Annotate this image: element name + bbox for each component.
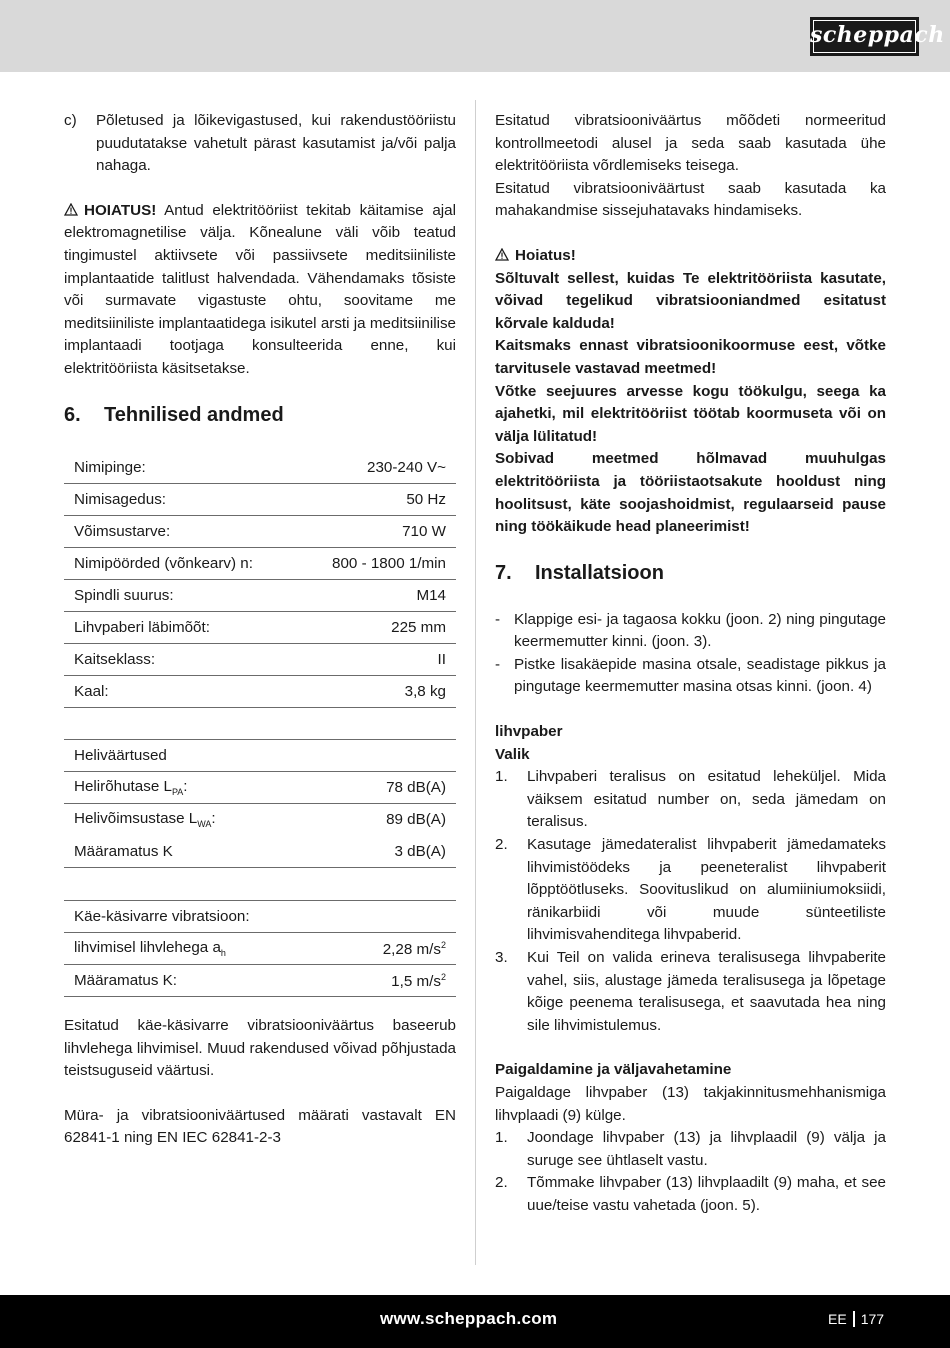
- vibration-heading: Käe-käsivarre vibratsioon:: [64, 901, 456, 933]
- selection-heading: Valik: [495, 745, 530, 763]
- table-row: [64, 548, 456, 580]
- table-row: [64, 644, 456, 676]
- scheppach-logo: scheppach: [810, 17, 919, 56]
- separator: [853, 1311, 855, 1327]
- right-column: [495, 110, 886, 1218]
- section-number: 6.: [64, 403, 81, 426]
- table-row: [64, 484, 456, 516]
- website-link[interactable]: www.scheppach.com: [380, 1309, 558, 1328]
- sound-pressure-value: 78 dB(A): [326, 772, 456, 804]
- warning-text: Sobivad meetmed hõlmavad muuhulgas elektritööriista ja tööriistaotsakute hooldust ning hoolitsust, käte soojashoidmist, regulaarseid pause ning töökäikude head planeerimist!: [495, 450, 886, 536]
- spec-value: M14: [298, 580, 456, 612]
- item-marker: c): [64, 112, 77, 129]
- table-row: [64, 612, 456, 644]
- table-row: [64, 452, 456, 484]
- spec-value: 225 mm: [298, 612, 456, 644]
- table-row: [64, 772, 456, 804]
- uncertainty-value: 3 dB(A): [326, 836, 456, 868]
- mounting-intro: Paigaldage lihvpaber (13) takjakinnitusmehhanismiga lihvplaadi (9) külge.: [495, 1083, 886, 1124]
- warning-label: HOIATUS!: [84, 201, 157, 219]
- sound-pressure-label: Helirõhutase $L_{PA}$:: [64, 772, 326, 804]
- vibration-measurement-note: Esitatud vibratsiooniväärtus mõõdeti normeeritud kontrollmeetodi alusel ja seda saab kasutada ühe elektritööriista võrdlemiseks teisega.: [495, 112, 886, 175]
- uncertainty-label: Määramatus K: [64, 836, 326, 868]
- sandpaper-selection-list: [495, 766, 886, 1037]
- list-item: 1. Joondage lihvpaber (13) ja lihvplaadil (9) välja ja suruge see ühtlaselt vastu.: [495, 1129, 886, 1169]
- spec-label: Kaitseklass:: [64, 644, 298, 676]
- section-6-heading: [64, 403, 456, 427]
- list-item: - Pistke lisakäepide masina otsale, seadistage pikkus ja pingutage keermemutter masina otsas kinni. (joon. 4): [495, 655, 886, 696]
- vibration-sanding-label: lihvimisel lihvlehega $a_h$: [74, 939, 226, 959]
- installation-list: [495, 609, 886, 699]
- emf-warning: [64, 200, 456, 381]
- warning-text: Võtke seejuures arvesse kogu töökulgu, seega ka ajahetki, mil elektritööriist töötab koormuseta või on välja lülitatud!: [495, 382, 886, 445]
- table-row: [64, 580, 456, 612]
- warning-heading: Hoiatus!: [495, 245, 886, 268]
- list-item: - Klappige esi- ja tagaosa kokku (joon. 2) ning pingutage keermemutter kinni. (joon. 3).: [495, 610, 886, 651]
- item-text: Põletused ja lõikevigastused, kui rakendustööriistu puudutatakse vahetult pärast kasutamist ja/või palja nahaga.: [96, 112, 456, 175]
- warning-text: Antud elektritööriist tekitab käitamise ajal elektromagnetilise välja. Kõnealune väli võib teatud tingimustel aktiivsete või passiivsete meditsiiniliste implantaatide talitlust halvendada. Vähendamaks tõsiste või surmavate vigastuste ohtu, soovitame me meditsiiniliste implantaatidega isikutel arsti ja meditsiinilise implantaadi tootjaga konsulteerida enne, kui elektritööriista käsitsetakse.: [64, 201, 456, 377]
- list-item: 3. Kui Teil on valida erineva teralisusega lihvpaberite vahel, siis, alustage jämeda teralisusega ja lõpetage kõige peenema teralisusega, et saavutada hea ning sile lihvimistulemus.: [495, 949, 886, 1034]
- spec-value: 3,8 kg: [298, 676, 456, 708]
- technical-data-table: [64, 452, 456, 709]
- spec-value: II: [298, 644, 456, 676]
- vibration-warning: [495, 245, 886, 539]
- column-divider: [475, 100, 476, 1265]
- spec-label: Nimipöörded (võnkearv) n:: [64, 548, 298, 580]
- section-number: 7.: [495, 561, 512, 584]
- table-row: [64, 933, 456, 965]
- page-number: 177: [860, 1311, 885, 1327]
- hazard-item-c: [64, 110, 456, 178]
- standards-note: Müra- ja vibratsiooniväärtused määrati vastavalt EN 62841-1 ning EN IEC 62841-2-3: [64, 1106, 456, 1147]
- vibration-uncertainty-label: Määramatus K:: [64, 965, 328, 997]
- section-title: Tehnilised andmed: [104, 403, 284, 426]
- list-item: 2. Kasutage jämedateralist lihvpaberit jämedamateks lihvimistöödeks ja peeneteralist lihvpaberit lõpptöötluseks. Soovituslikud on alumiiniumoksiidi, ränikarbiidi või muude sünteetiliste lihvimisvahenditega lihvpaberid.: [495, 836, 886, 944]
- table-row: [64, 901, 456, 933]
- table-row: [64, 965, 456, 997]
- spec-value: 800 - 1800 1/min: [298, 548, 456, 580]
- language-code: EE: [828, 1311, 847, 1327]
- vibration-note: Esitatud käe-käsivarre vibratsiooniväärtus baseerub lihvlehega lihvimisel. Muud rakendused võivad põhjustada teistsuguseid väärtusi.: [64, 1017, 456, 1080]
- section-7-heading: [495, 561, 886, 585]
- spec-label: Kaal:: [64, 676, 298, 708]
- table-row: [64, 516, 456, 548]
- table-row: [64, 804, 456, 836]
- noise-heading: Heliväärtused: [64, 740, 456, 772]
- spec-label: Nimisagedus:: [64, 484, 298, 516]
- table-row: [64, 836, 456, 868]
- footer-bar: [0, 1295, 950, 1348]
- sandpaper-heading: lihvpaber: [495, 723, 563, 741]
- page-indicator: [828, 1311, 884, 1327]
- header-bar: [0, 0, 950, 72]
- vibration-uncertainty-value: 1,5 $m/s^2$: [328, 965, 456, 997]
- section-title: Installatsioon: [535, 561, 664, 584]
- mounting-list: [495, 1127, 886, 1217]
- noise-values-table: [64, 739, 456, 868]
- vibration-assessment-note: Esitatud vibratsiooniväärtust saab kasutada ka mahakandmise sissejuhatavaks hindamiseks.: [495, 179, 886, 220]
- sound-power-label: Helivõimsustase $L_{WA}$:: [74, 810, 216, 830]
- spec-label: Lihvpaberi läbimõõt:: [64, 612, 298, 644]
- spec-value: 50 Hz: [298, 484, 456, 516]
- vibration-table: [64, 900, 456, 997]
- spec-label: Nimipinge:: [64, 452, 298, 484]
- table-row: [64, 740, 456, 772]
- left-column: [64, 110, 456, 1150]
- spec-value: 230-240 V~: [298, 452, 456, 484]
- sound-power-value: 89 dB(A): [386, 811, 446, 829]
- table-row: [64, 676, 456, 708]
- warning-text: Kaitsmaks ennast vibratsioonikoormuse eest, võtke tarvitusele vastavad meetmed!: [495, 337, 886, 377]
- warning-triangle-icon: [64, 203, 78, 216]
- list-item: 2. Tõmmake lihvpaber (13) lihvplaadilt (9) maha, et see uue/teise vastu vahetada (joon. 5).: [495, 1174, 886, 1214]
- warning-text: Sõltuvalt sellest, kuidas Te elektritööriista kasutate, võivad tegelikud vibratsiooniandmed esitatust kõrvale kalduda!: [495, 269, 886, 332]
- spec-label: Spindli suurus:: [64, 580, 298, 612]
- mounting-heading: Paigaldamine ja väljavahetamine: [495, 1061, 732, 1079]
- list-item: 1. Lihvpaberi teralisus on esitatud leheküljel. Mida väiksem esitatud number on, seda jämedam on teralisus.: [495, 768, 886, 831]
- warning-triangle-icon: [495, 248, 509, 261]
- vibration-sanding-value: 2,28 $m/s^2$: [382, 939, 446, 958]
- spec-value: 710 W: [298, 516, 456, 548]
- spec-label: Võimsustarve:: [64, 516, 298, 548]
